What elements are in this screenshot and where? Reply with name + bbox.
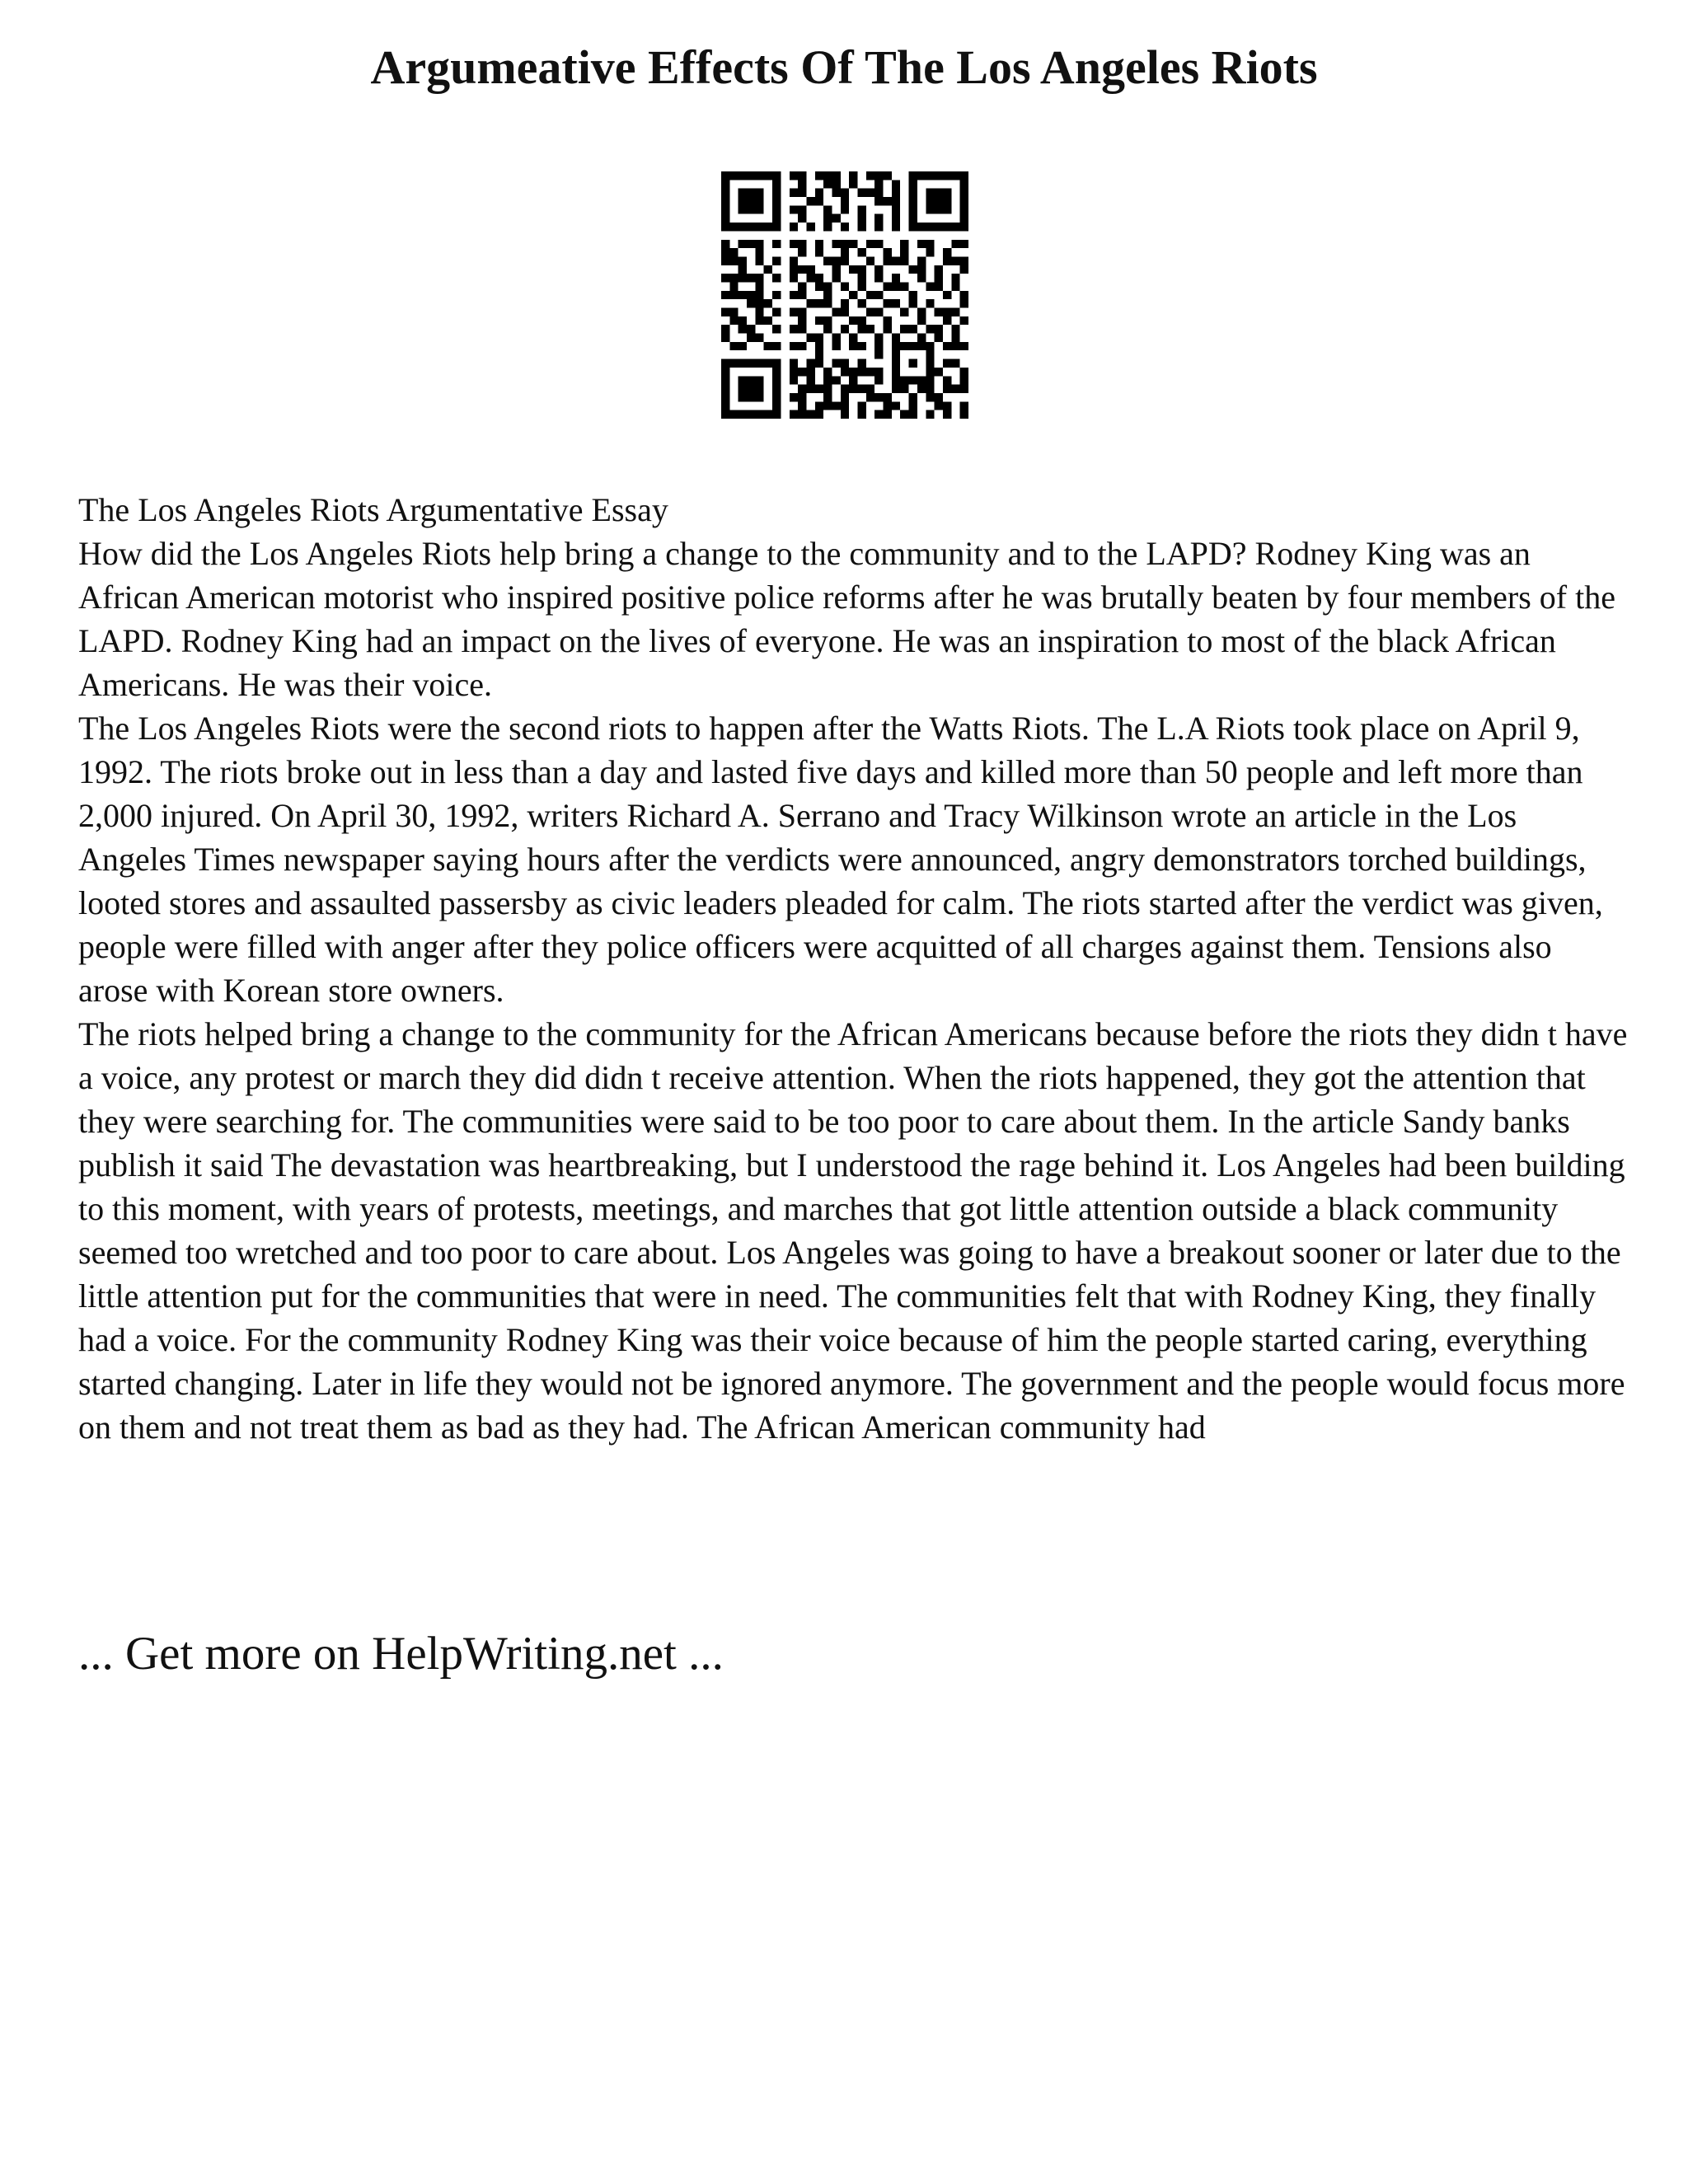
document-title: Argumeative Effects Of The Los Angeles Riots: [370, 40, 1318, 94]
qr-code-graphic: [721, 171, 968, 419]
paragraph-2: The Los Angeles Riots were the second riots to happen after the Watts Riots. The L.A Riots took place on April 9, 1992. The riots broke out in less than a day and lasted five days and killed more than 50 people and left more than 2,000 injured. On April 30, 1992, writers Richard A. Serrano and Tracy Wilkinson wrote an article in the Los Angeles Times newspaper saying hours after the verdicts were announced, angry demonstrators torched buildings, looted stores and assaulted passersby as civic leaders pleaded for calm. The riots started after the verdict was given, people were filled with anger after they police officers were acquitted of all charges against them. Tensions also arose with Korean store owners.: [78, 710, 1603, 1009]
paragraph-1: How did the Los Angeles Riots help bring a change to the community and to the LAPD? Rodney King was an African American motorist who inspired positive police reforms after he was brutally beaten by four members of the LAPD. Rodney King had an impact on the lives of everyone. He was an inspiration to most of the black African Americans. He was their voice.: [78, 535, 1615, 703]
paragraph-3: The riots helped bring a change to the community for the African Americans because before the riots they didn t have a voice, any protest or march they did didn t receive attention. When the riots happened, they got the attention that they were searching for. The communities were said to be too poor to care about them. In the article Sandy banks publish it said The devastation was heartbreaking, but I understood the rage behind it. Los Angeles had been building to this moment, with years of protests, meetings, and marches that got little attention outside a black community seemed too wretched and too poor to care about. Los Angeles was going to have a breakout sooner or later due to the little attention put for the communities that were in need. The communities felt that with Rodney King, they finally had a voice. For the community Rodney King was their voice because of him the people started caring, everything started changing. Later in life they would not be ignored anymore. The government and the people would focus more on them and not treat them as bad as they had. The African American community had: [78, 1015, 1628, 1446]
get-more-link[interactable]: ... Get more on HelpWriting.net ...: [78, 1628, 724, 1680]
essay-heading: The Los Angeles Riots Argumentative Essay: [78, 491, 668, 528]
essay-body: [78, 488, 1628, 1449]
qr-code-icon: [721, 171, 968, 419]
